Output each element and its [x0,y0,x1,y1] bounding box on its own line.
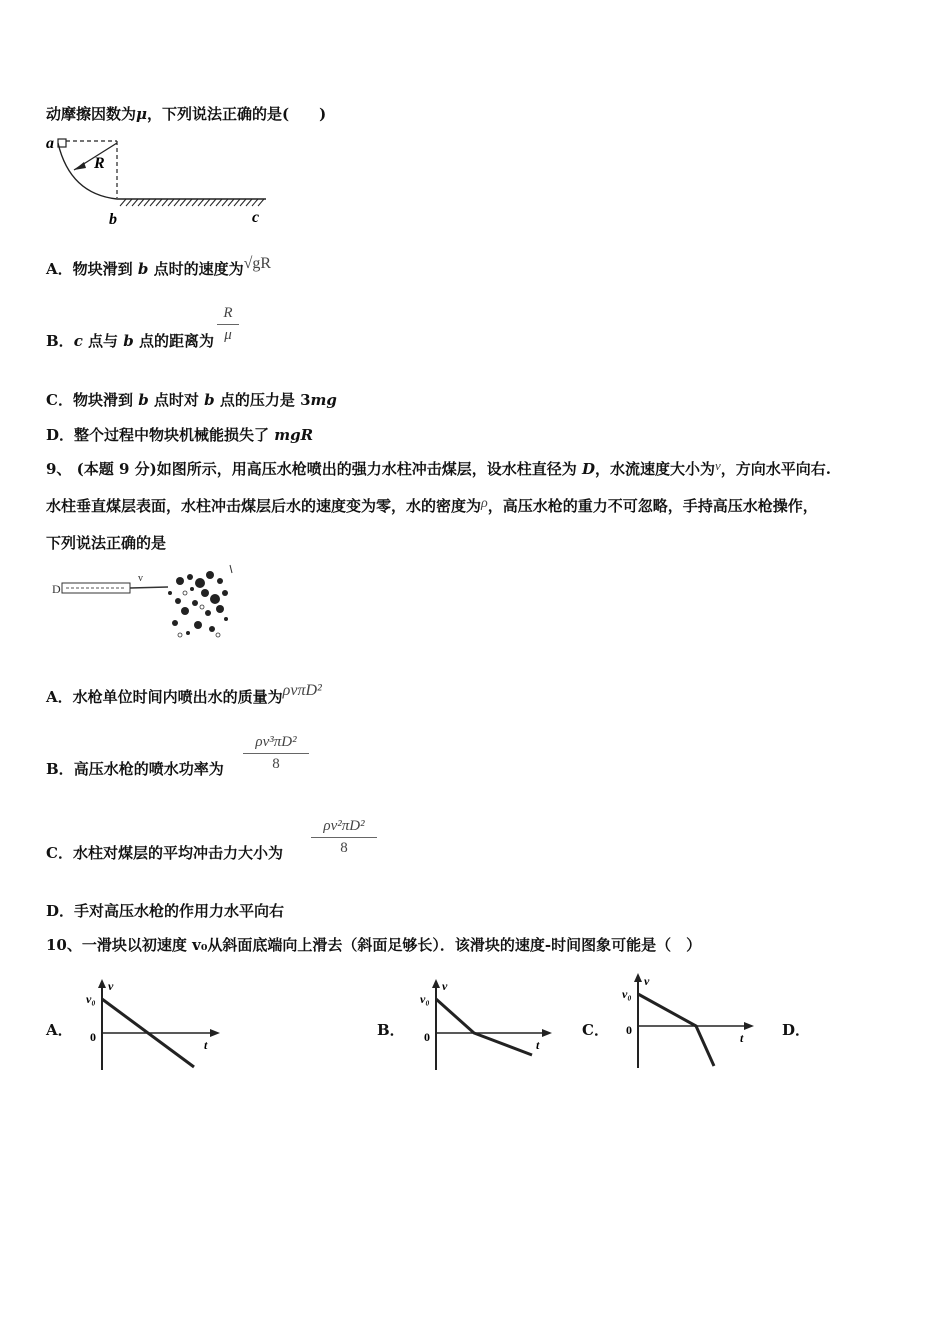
q9-option-c: C．水柱对煤层的平均冲击力大小为 [46,844,283,862]
svg-text:0: 0 [626,1023,632,1037]
label-R: R [94,155,105,172]
svg-text:v₀: v₀ [622,987,632,1001]
label-b: b [109,211,117,227]
q10-option-d-letter[interactable]: D． [782,1021,811,1039]
q10-graph-b[interactable] [418,975,558,1075]
q8-intro: 动摩擦因数为μ，下列说法正确的是( ) [46,105,327,123]
q9-stem-line1: 9、 (本题 9 分)如图所示，用高压水枪喷出的强力水柱冲击煤层，设水柱直径为 D，水流速度大小为v，方向水平向右. [46,458,832,478]
q8-option-a: A．物块滑到 b 点时的速度为√gR [46,255,272,278]
q10-option-b-letter[interactable]: B． [377,1021,405,1039]
q9-b-fraction: ρv³πD² 8 [243,734,309,773]
q8-b-fraction: R μ [217,305,239,344]
label-D: D [52,582,61,596]
quarter-arc [58,143,117,199]
label-a: a [46,135,54,152]
q9-stem-line3: 下列说法正确的是 [46,534,167,552]
q10-option-c-letter[interactable]: C． [582,1021,609,1039]
q10-graph-c[interactable] [620,968,760,1073]
svg-text:v₀: v₀ [420,992,430,1006]
q9-option-b: B．高压水枪的喷水功率为 [46,760,224,778]
q9-water-jet-figure [50,563,240,645]
svg-text:0: 0 [424,1030,430,1044]
q8-option-c: C．物块滑到 b 点时对 b 点的压力是 3mg [46,391,337,409]
q9-c-fraction: ρv²πD² 8 [311,818,377,857]
svg-text:v: v [442,979,448,993]
q10-graph-a[interactable] [84,975,224,1075]
sqrt-gR: √gR [243,255,272,272]
svg-text:t: t [536,1038,540,1052]
q10-option-a-letter[interactable]: A． [46,1021,73,1039]
svg-text:t: t [740,1031,744,1045]
q8-option-b: B．c 点与 b 点的距离为 [46,332,215,350]
q9-option-d: D．手对高压水枪的作用力水平向右 [46,902,285,920]
q9-stem-line2: 水柱垂直煤层表面，水柱冲击煤层后水的速度变为零，水的密度为ρ，高压水枪的重力不可忽略，手持高压水枪操作， [46,496,818,515]
formula-rho-v-pi-D2: ρvπD² [282,682,322,699]
svg-text:v: v [108,979,114,993]
q9-option-a: A．水枪单位时间内喷出水的质量为ρvπD² [46,682,322,706]
q8-option-d: D．整个过程中物块机械能损失了 mgR [46,426,314,444]
svg-text:t: t [204,1038,208,1052]
label-v: v [138,573,143,584]
q8-track-figure [44,132,274,227]
svg-text:v₀: v₀ [86,992,96,1006]
svg-text:v: v [644,974,650,988]
q10-stem: 10、一滑块以初速度 v₀从斜面底端向上滑去（斜面足够长）．该滑块的速度-时间图象可能是（ ） [46,936,702,954]
svg-text:0: 0 [90,1030,96,1044]
coal-seam [168,571,228,635]
label-c: c [252,209,260,226]
